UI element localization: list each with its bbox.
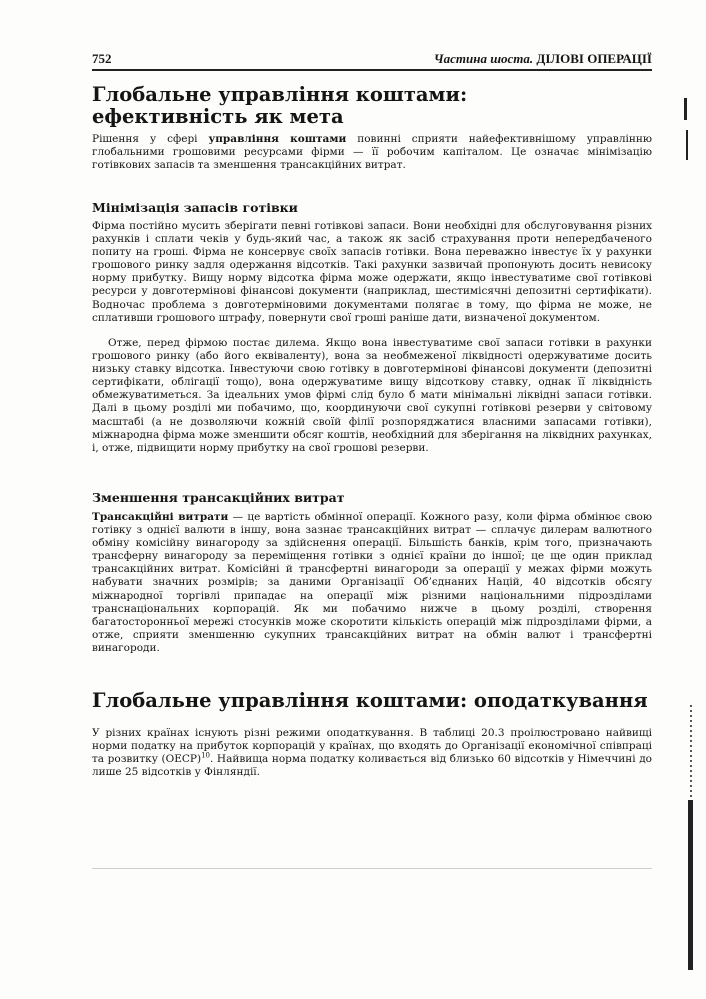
intro-bold-term: управління коштами — [208, 133, 347, 145]
section-title-efficiency — [92, 84, 652, 128]
scan-edge-mark-top — [684, 98, 687, 120]
intro-text-end: повинні сприяти найефективнішому управлінню глобальними грошовими ресурсами фірми — її робочим капіталом. Це означає мінімізацію готівкових запасів та зменшення трансакційних витрат. — [92, 133, 652, 172]
scan-edge-dots — [690, 705, 692, 815]
transaction-paragraph — [92, 511, 652, 655]
section-title-line2: ефективність як мета — [92, 105, 344, 128]
intro-paragraph — [92, 133, 652, 172]
footnote-ref: 10 — [201, 751, 210, 760]
transaction-bold-term: Трансакційні витрати — [92, 511, 229, 523]
cash-paragraph-2: Отже, перед фірмою постає дилема. Якщо вона інвестуватиме свої запаси готівки в рахунки грошового ринку (або його еквіваленту), вона за необмеженої ліквідності одержуватиме досить низьку ставку відсотка. Інвестуючи свою готівку в довготермінові фінансові документи (депозитні сертифікати, облігації тощо), вона одержуватиме вищу відсоткову ставку, однак її ліквідність обмежуватиметься. За ідеальних умов фірмі слід було б мати мінімальні ліквідні запаси готівки. Далі в цьому розділі ми побачимо, що, координуючи свої сукупні готівкові резерви у світовому масштабі (а не дозволяючи кожній своїй філії розпоряджатися власними запасами готівки), міжнародна фірма може зменшити обсяг коштів, необхідний для зберігання на ліквідних рахунках, і, отже, підвищити норму прибутку на свої грошові резерви. — [92, 337, 652, 454]
subsection-title-transaction: Зменшення трансакційних витрат — [92, 490, 345, 505]
section-title-line1: Глобальне управління коштами: — [92, 83, 468, 106]
cash-paragraph-1: Фірма постійно мусить зберігати певні готівкові запаси. Вони необхідні для обслуговування різних рахунків і сплати чеків у будь-який час, а також як засіб страхування проти непередбаченого попиту на гроші. Фірма не консервує своїх запасів готівки. Вона переважно інвестує їх у рахунки грошового ринку задля одержання відсотків. Такі рахунки зазвичай пропонують досить невисоку норму прибутку. Вищу норму відсотка фірма може одержати, якщо інвестуватиме свої готівкові ресурси у довготермінові фінансові документи (наприклад, шестимісячні депозитні сертифікати). Водночас проблема з довготерміновими документами полягає в тому, що фірма не може, не сплативши грошового штрафу, повернути свої гроші раніше дати, визначеної документом. — [92, 220, 652, 324]
page-bottom-rule — [92, 868, 652, 869]
page-number: 752 — [92, 51, 112, 66]
taxation-paragraph — [92, 727, 652, 779]
running-title-part: Частина шоста. — [433, 51, 534, 66]
subsection-title-cash: Мінімізація запасів готівки — [92, 200, 298, 215]
taxation-text: У різних країнах існують різні режими оподаткування. В таблиці 20.3 проілюстровано найвищі норми податку на прибуток корпорацій у країнах, що входять до Організації економічної співпраці та розвитку (ОЕСР) — [92, 727, 652, 766]
transaction-text: — це вартість обмінної операції. Кожного разу, коли фірма обмінює свою готівку з однієї валюти в іншу, вона зазнає трансакційних витрат — сплачує дилерам валютного обміну комісійну винагороду за здійснення операції. Більшість банків, крім того, призначають трансферну винагороду за переміщення готівки з однієї країни до іншої; це ще один приклад трансакційних витрат. Комісійні й трансфертні винагороди за операції у межах фірми можуть набувати значних розмірів; за даними Організації Об’єднаних Націй, 40 відсотків обсягу міжнародної торгівлі припадає на операції між різними національними підрозділами транснаціональних корпорацій. Як ми побачимо нижче в цьому розділі, створення багатосторонньої мережі стосунків може скоротити кількість операцій між підрозділами фірми, а отже, сприяти зменшенню сукупних трансакційних витрат на обмін валют і трансфертні винагороди. — [92, 511, 652, 654]
intro-text-start: Рішення у сфері — [92, 133, 209, 145]
taxation-text-end: . Найвища норма податку коливається від близько 60 відсотків у Німеччині до лише 25 відсотків у Фінляндії. — [92, 753, 652, 779]
header-rule — [92, 69, 652, 71]
scan-edge-bar-bottom — [688, 800, 693, 970]
scan-edge-mark-mid — [686, 130, 688, 160]
page-header — [92, 49, 652, 69]
running-title — [434, 51, 652, 67]
section-title-taxation: Глобальне управління коштами: оподаткування — [92, 689, 648, 712]
running-title-section: ДІЛОВІ ОПЕРАЦІЇ — [536, 51, 652, 66]
